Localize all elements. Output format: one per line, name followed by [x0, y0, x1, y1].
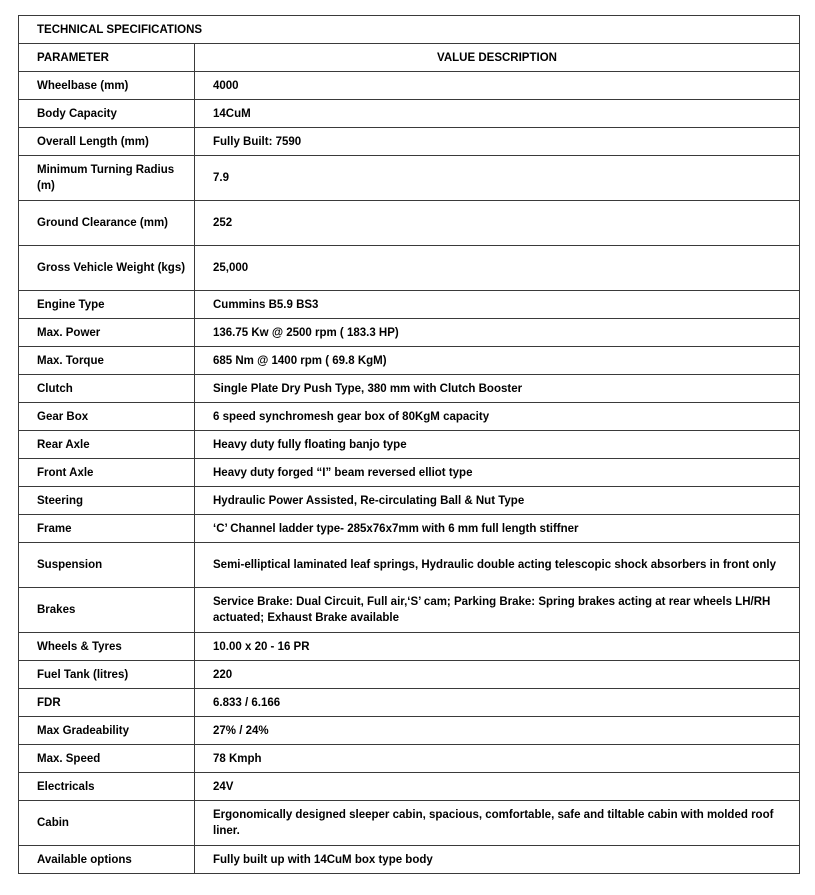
value-cell: 24V — [195, 773, 800, 801]
table-row — [19, 588, 800, 633]
parameter-cell: Front Axle — [19, 459, 195, 487]
value-cell: 685 Nm @ 1400 rpm ( 69.8 KgM) — [195, 347, 800, 375]
value-cell: Heavy duty forged “I” beam reversed elliot type — [195, 459, 800, 487]
table-row — [19, 375, 800, 403]
value-cell: Cummins B5.9 BS3 — [195, 291, 800, 319]
table-row — [19, 246, 800, 291]
value-cell: 252 — [195, 201, 800, 246]
table-row — [19, 689, 800, 717]
table-row — [19, 661, 800, 689]
parameter-cell: Available options — [19, 846, 195, 874]
value-cell: 27% / 24% — [195, 717, 800, 745]
value-cell: Hydraulic Power Assisted, Re-circulating Ball & Nut Type — [195, 487, 800, 515]
value-cell: Ergonomically designed sleeper cabin, spacious, comfortable, safe and tiltable cabin with molded roof liner. — [195, 801, 800, 846]
parameter-cell: Gross Vehicle Weight (kgs) — [19, 246, 195, 291]
parameter-cell: Electricals — [19, 773, 195, 801]
value-cell: 25,000 — [195, 246, 800, 291]
table-row — [19, 319, 800, 347]
table-row — [19, 403, 800, 431]
table-row — [19, 543, 800, 588]
table-row — [19, 291, 800, 319]
value-cell: 4000 — [195, 72, 800, 100]
value-cell: 78 Kmph — [195, 745, 800, 773]
table-row — [19, 801, 800, 846]
table-row — [19, 487, 800, 515]
value-cell: 220 — [195, 661, 800, 689]
parameter-cell: Max. Speed — [19, 745, 195, 773]
value-cell: ‘C’ Channel ladder type- 285x76x7mm with 6 mm full length stiffner — [195, 515, 800, 543]
table-row — [19, 846, 800, 874]
table-row — [19, 100, 800, 128]
parameter-cell: Clutch — [19, 375, 195, 403]
value-cell: 7.9 — [195, 156, 800, 201]
table-row — [19, 459, 800, 487]
parameter-cell: Gear Box — [19, 403, 195, 431]
table-title-row — [19, 16, 800, 44]
parameter-cell: Body Capacity — [19, 100, 195, 128]
table-title: TECHNICAL SPECIFICATIONS — [19, 16, 800, 44]
parameter-cell: Overall Length (mm) — [19, 128, 195, 156]
value-cell: 6.833 / 6.166 — [195, 689, 800, 717]
parameter-cell: Wheelbase (mm) — [19, 72, 195, 100]
parameter-cell: Steering — [19, 487, 195, 515]
table-row — [19, 347, 800, 375]
parameter-cell: Wheels & Tyres — [19, 633, 195, 661]
value-cell: 14CuM — [195, 100, 800, 128]
value-cell: Semi-elliptical laminated leaf springs, Hydraulic double acting telescopic shock absorbers in front only — [195, 543, 800, 588]
table-row — [19, 431, 800, 459]
parameter-cell: Max. Power — [19, 319, 195, 347]
table-row — [19, 633, 800, 661]
table-row — [19, 745, 800, 773]
table-row — [19, 201, 800, 246]
parameter-cell: Max. Torque — [19, 347, 195, 375]
parameter-cell: FDR — [19, 689, 195, 717]
value-cell: Single Plate Dry Push Type, 380 mm with Clutch Booster — [195, 375, 800, 403]
parameter-cell: Rear Axle — [19, 431, 195, 459]
table-row — [19, 773, 800, 801]
parameter-cell: Suspension — [19, 543, 195, 588]
value-cell: 6 speed synchromesh gear box of 80KgM capacity — [195, 403, 800, 431]
header-row — [19, 44, 800, 72]
parameter-header: PARAMETER — [19, 44, 195, 72]
table-row — [19, 156, 800, 201]
table-row — [19, 128, 800, 156]
parameter-cell: Max Gradeability — [19, 717, 195, 745]
parameter-cell: Frame — [19, 515, 195, 543]
value-cell: 136.75 Kw @ 2500 rpm ( 183.3 HP) — [195, 319, 800, 347]
value-cell: Heavy duty fully floating banjo type — [195, 431, 800, 459]
parameter-cell: Engine Type — [19, 291, 195, 319]
spec-sheet — [18, 15, 799, 874]
value-cell: 10.00 x 20 - 16 PR — [195, 633, 800, 661]
value-cell: Fully Built: 7590 — [195, 128, 800, 156]
parameter-cell: Fuel Tank (litres) — [19, 661, 195, 689]
value-cell: Fully built up with 14CuM box type body — [195, 846, 800, 874]
parameter-cell: Ground Clearance (mm) — [19, 201, 195, 246]
value-cell: Service Brake: Dual Circuit, Full air,‘S’ cam; Parking Brake: Spring brakes acting at rear wheels LH/RH actuated; Exhaust Brake available — [195, 588, 800, 633]
specifications-table — [18, 15, 800, 874]
parameter-cell: Cabin — [19, 801, 195, 846]
parameter-cell: Minimum Turning Radius (m) — [19, 156, 195, 201]
table-row — [19, 515, 800, 543]
table-row — [19, 717, 800, 745]
table-row — [19, 72, 800, 100]
parameter-cell: Brakes — [19, 588, 195, 633]
value-header: VALUE DESCRIPTION — [195, 44, 800, 72]
